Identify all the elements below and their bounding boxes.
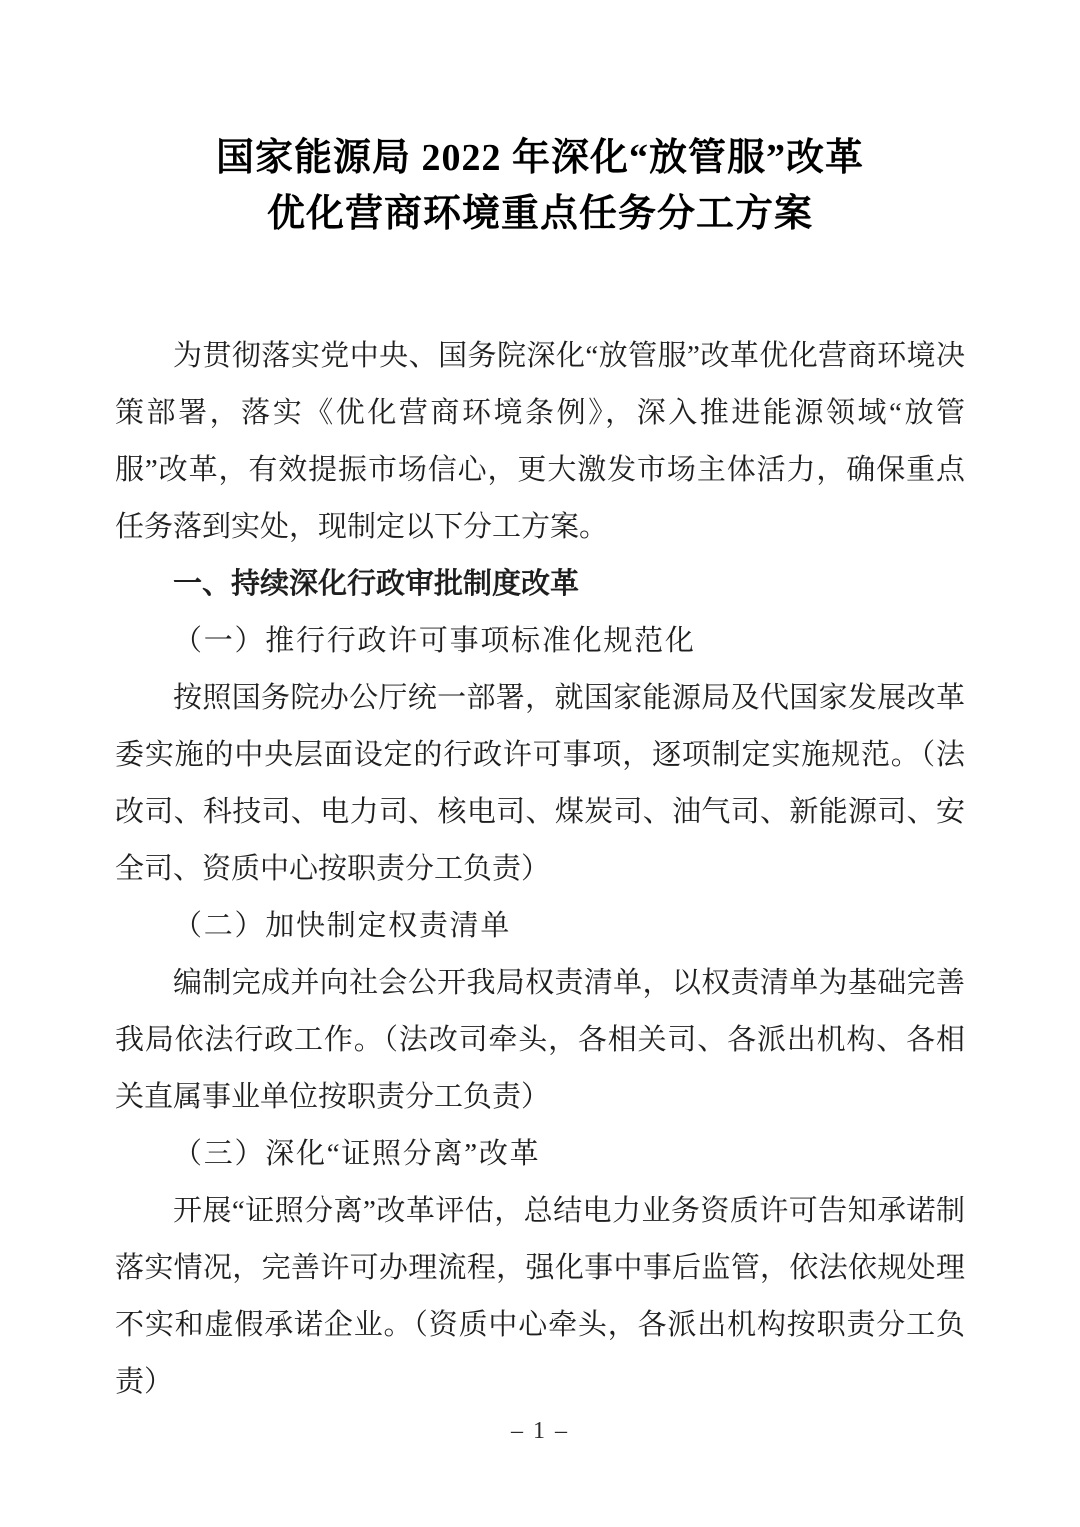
page-number: – 1 –: [511, 1418, 569, 1444]
document-title-line-1: 国家能源局 2022 年深化“放管服”改革: [215, 137, 864, 179]
item-3-heading: （三）深化“证照分离”改革: [173, 1138, 541, 1170]
section-1-heading: 一、持续深化行政审批制度改革: [173, 568, 580, 600]
intro-paragraph: 为贯彻落实党中央、国务院深化“放管服”改革优化营商环境决策部署，落实《优化营商环境条例》，深入推进能源领域“放管服”改革，有效提振市场信心，更大激发市场主体活力，确保重点任务落到实处，现制定以下分工方案。: [115, 340, 965, 543]
document-title-line-2: 优化营商环境重点任务分工方案: [266, 193, 813, 235]
item-2-body: 编制完成并向社会公开我局权责清单，以权责清单为基础完善我局依法行政工作。（法改司牵头，各相关司、各派出机构、各相关直属事业单位按职责分工负责）: [115, 967, 965, 1113]
item-1-heading: （一）推行行政许可事项标准化规范化: [173, 625, 696, 657]
item-3-body: 开展“证照分离”改革评估，总结电力业务资质许可告知承诺制落实情况，完善许可办理流程，强化事中事后监管，依法依规处理不实和虚假承诺企业。（资质中心牵头，各派出机构按职责分工负责）: [115, 1195, 965, 1398]
item-1-body: 按照国务院办公厅统一部署，就国家能源局及代国家发展改革委实施的中央层面设定的行政许可事项，逐项制定实施规范。（法改司、科技司、电力司、核电司、煤炭司、油气司、新能源司、安全司、资质中心按职责分工负责）: [115, 682, 965, 885]
item-2-heading: （二）加快制定权责清单: [173, 910, 512, 942]
page-footer: [0, 1418, 1080, 1445]
document-body: [115, 328, 965, 1411]
document-title: [115, 130, 965, 242]
document-content: [115, 0, 965, 1411]
